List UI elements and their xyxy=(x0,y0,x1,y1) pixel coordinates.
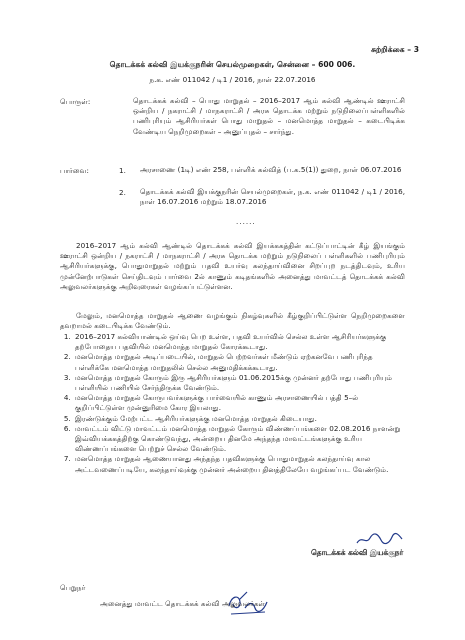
signatory-title: தொடக்கக் கல்வி இயக்குநர் xyxy=(311,548,404,557)
body-paragraph: மேலும், மனமொத்த மாறுதல் ஆணை வழங்கும் நிகழ்வுகளில் கீழ்குறிப்பிட்டுள்ள நெறிமுறைகளை தவறாமல் கடைபிடிக்க வேண்டும். xyxy=(60,311,405,331)
body-paragraph: 2016–2017 ஆம் கல்வி ஆண்டில் தொடக்கக் கல்வி இயக்ககத்தின் கட்டுப்பாட்டின் கீழ் இயங்கும் ஊராட்சி ஒன்றிய / நகராட்சி / மாநகராட்சி / அரசு தொடக்க மற்றும் நடுநிலைப் பள்ளிகளில் பணிபுரியும் ஆசிரியர்களுக்கு, பொதுமாறுதல் மற்றும் பதவி உயர்வு கலந்தாய்வினை சிறப்புற நடத்திடவும், உரிய முன்னேற்பாடுகள் செய்திடவும் பார்வை 2ல் காணும் கடிதங்களில் அனைத்து மாவட்டத் தொடக்கக் கல்வி அலுவலர்களுக்கு அறிவுரைகள் வழங்கப்பட்டுள்ளன. xyxy=(60,241,405,291)
separator-dots: ...... xyxy=(236,217,256,226)
recipient-label: பெறுநர் xyxy=(60,583,86,592)
reference-number-line: ந.க. எண் 011042 / டி1 / 2016, நாள் 22.07.2016 xyxy=(149,75,316,84)
recipients-text: அனைத்து மாவட்ட தொடக்கக் கல்வி அலுவலர்கள் xyxy=(100,599,266,608)
document-heading: தொடக்கக் கல்வி இயக்குநரின் செயல்முறைகள், சென்னை – 600 006. xyxy=(109,60,356,69)
instruction-item: 7. மனமொத்த மாறுதல் ஆணையானது அந்தந்த பதவிகளுக்கு பொதுமாறுதல் கலந்தாய்வு கால அட்டவணைப்படியே, கலந்தாய்வுக்கு முன்னர் அன்றைய தினத்திலேயே வழங்கப்பட வேண்டும். xyxy=(73,454,405,474)
handwritten-signature xyxy=(354,531,404,547)
reference-item-number: 2. xyxy=(119,188,126,197)
reference-item-text: அரசாணை (1டி) எண் 258, பள்ளிக் கல்வித் (ப.க.5(1)) துறை, நாள் 06.07.2016 xyxy=(140,165,402,174)
instruction-item: 1. 2016–2017 கல்வியாண்டில் ஒய்வு பெற உள்ள, பதவி உயர்வில் செல்ல உள்ள ஆசிரியர்களுக்கு தற்போதைய பதவியில் மனமொத்த மாறுதல் கோரக்கூடாது. xyxy=(73,332,405,352)
instruction-list xyxy=(60,332,405,475)
annexure-label: சுற்றிக்கை – 3 xyxy=(371,45,419,54)
reference-item-number: 1. xyxy=(119,166,126,175)
instruction-item: 4. மனமொத்த மாறுதல் கோருபவர்களுக்கு பார்வையில் காணும் அரசாணையில் பத்தி 5–ல் குறிப்பிட்டுள்ள முன்னுரிமை கோர இயலாது. xyxy=(73,393,405,413)
instruction-item: 5. இரண்டுக்கும் மேற்பட்ட ஆசிரியர்களுக்கு மனமொத்த மாறுதல் கிடையாது. xyxy=(73,414,405,424)
reference-item-text: தொடக்கக் கல்வி இயக்குநரின் செயல்முறைகள், ந.க. எண் 011042 / டி1 / 2016, நாள் 16.07.2016 மற்றும் 18.07.2016 xyxy=(140,187,405,207)
instruction-item: 6. மாவட்டம் விட்டு மாவட்டம் மனமொத்த மாறுதல் கோரும் விண்ணப்பங்களை 02.08.2016 நாளன்று இவ்வியக்ககத்திற்கு கொண்டுவந்து, அன்றைய தினமே அந்தந்த மாவட்டங்களுக்கு உரிய விண்ணப்பங்களை பெற்றுச் செல்ல வேண்டும். xyxy=(73,424,405,455)
subject-text: தொடக்கக் கல்வி – பொது மாறுதல் – 2016–2017 ஆம் கல்வி ஆண்டில் ஊராட்சி ஒன்றிய / நகராட்சி / மாநகராட்சி / அரசு தொடக்க மற்றும் நடுநிலைப்பள்ளிகளில் பணிபுரியும் ஆசிரியர்கள் பொது மாறுதல் – மனமொத்த மாறுதல் – கடைபிடிக்க வேண்டிய நெறிமுறைகள் – அனுப்புதல் – சார்ந்து. xyxy=(133,96,405,136)
subject-label: பொருள்: xyxy=(60,97,91,106)
reference-label: பார்வை: xyxy=(60,166,89,175)
instruction-item: 2. மனமொத்த மாறுதல் அடிப்படையில், மாறுதல் பெற்றவர்கள் மீண்டும் ஏற்கனவே பணிபுரிந்த பள்ளிக்கே மனமொத்த மாறுதலில் செல்ல அனுமதிக்கக்கூடாது. xyxy=(73,352,405,372)
instruction-item: 3. மனமொத்த மாறுதல் கோரும் இரு ஆசிரியர்களும் 01.06.2015க்கு முன்னர் தற்போது பணிபுரியும் பள்ளியில் பணியில் சேர்ந்திருக்க வேண்டும். xyxy=(73,373,405,393)
